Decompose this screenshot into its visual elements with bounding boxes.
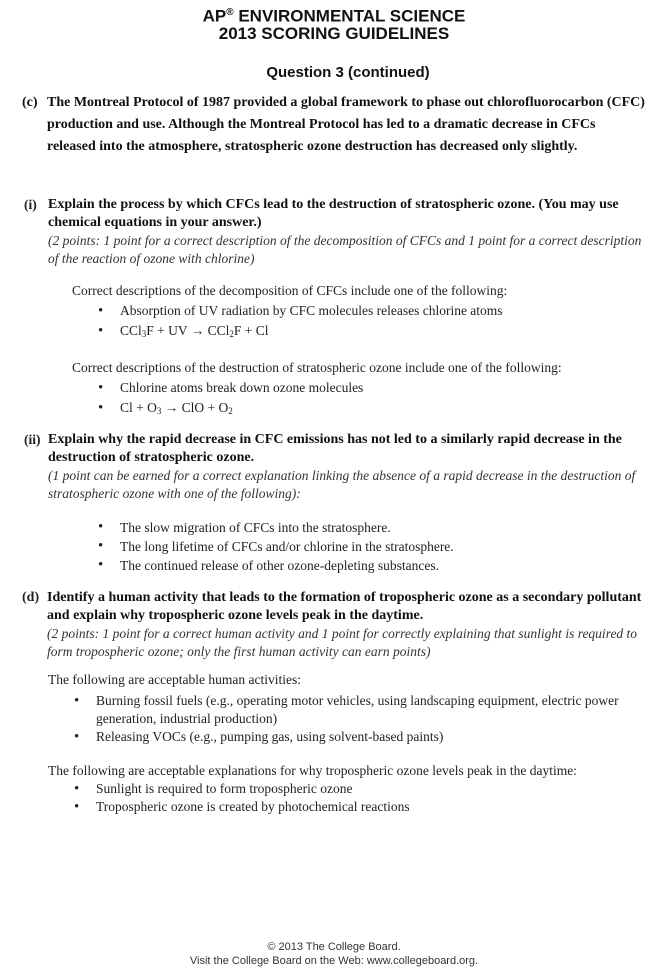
explanations-block <box>48 762 658 816</box>
part-d-text: Identify a human activity that leads to the formation of tropospheric ozone as a secondary pollutant and explain why tropospheric ozone levels peak in the daytime. <box>47 590 642 623</box>
list-item: • Absorption of UV radiation by CFC molecules releases chlorine atoms <box>120 301 652 321</box>
intro-text: The following are acceptable human activities: <box>48 672 302 687</box>
part-d-points: (2 points: 1 point for a correct human activity and 1 point for correctly explaining that sunlight is required to form tropospheric ozone; only the first human activity can earn points) <box>47 626 638 659</box>
human-activities-block <box>48 671 648 746</box>
intro-text: Correct descriptions of the decomposition of CFCs include one of the following: <box>72 283 508 298</box>
part-c-label: (c) <box>22 95 38 110</box>
part-c-i <box>24 196 649 268</box>
part-c-i-points: (2 points: 1 point for a correct description of the decomposition of CFCs and 1 point for a correct description of the reaction of ozone with chlorine) <box>48 233 642 266</box>
part-c-ii-points: (1 point can be earned for a correct explanation linking the absence of a rapid decrease in the destruction of stratospheric ozone with one of the following): <box>48 468 636 501</box>
part-d-label: (d) <box>22 590 40 605</box>
copyright: © 2013 The College Board. <box>267 941 401 953</box>
list-item: • Chlorine atoms break down ozone molecules <box>120 378 652 398</box>
list-item: • The continued release of other ozone-depleting substances. <box>120 556 640 575</box>
list-item: • Sunlight is required to form tropospheric ozone <box>96 780 658 798</box>
footer <box>0 940 668 968</box>
part-c-ii <box>24 431 649 503</box>
part-c-ii-text: Explain why the rapid decrease in CFC emissions has not led to a similarly rapid decrease in the destruction of stratospheric ozone. <box>48 432 622 465</box>
intro-text: Correct descriptions of the destruction of stratospheric ozone include one of the following: <box>72 360 562 375</box>
header-line-2: 2013 SCORING GUIDELINES <box>218 24 450 43</box>
part-c <box>22 92 647 158</box>
part-d <box>22 589 652 661</box>
list-item: • The slow migration of CFCs into the stratosphere. <box>120 518 640 537</box>
website-note: Visit the College Board on the Web: www.collegeboard.org. <box>189 955 479 967</box>
intro-text: The following are acceptable explanations for why tropospheric ozone levels peak in the daytime: <box>48 763 577 778</box>
cfc-decomposition-block <box>72 281 652 344</box>
part-c-ii-label: (ii) <box>24 432 41 447</box>
part-c-ii-list <box>120 518 640 575</box>
list-item: • Releasing VOCs (e.g., pumping gas, using solvent-based paints) <box>96 728 626 746</box>
part-c-text: The Montreal Protocol of 1987 provided a global framework to phase out chlorofluorocarbon (CFC) production and use. Although the Montreal Protocol has led to a dramatic decrease in CFCs released into the atmosphere, stratospheric ozone destruction has decreased only slightly. <box>47 95 645 154</box>
equation-item: • CCl$_3$F + UV → CCl$_2$F + Cl <box>120 321 652 344</box>
question-heading: Question 3 (continued) <box>266 64 430 81</box>
header-line-1: AP® ENVIRONMENTAL SCIENCE <box>202 6 466 26</box>
equation-item: • $Cl + O_3$ → ClO + $O_2$ <box>120 398 652 421</box>
ozone-destruction-block <box>72 358 652 421</box>
list-item: • Tropospheric ozone is created by photochemical reactions <box>96 798 658 816</box>
part-c-i-text: Explain the process by which CFCs lead to the destruction of stratospheric ozone. (You may use chemical equations in your answer.) <box>48 197 619 230</box>
list-item: • The long lifetime of CFCs and/or chlorine in the stratosphere. <box>120 537 640 556</box>
list-item: • Burning fossil fuels (e.g., operating motor vehicles, using landscaping equipment, electric power generation, industrial production) <box>96 692 626 728</box>
part-c-i-label: (i) <box>24 197 37 212</box>
